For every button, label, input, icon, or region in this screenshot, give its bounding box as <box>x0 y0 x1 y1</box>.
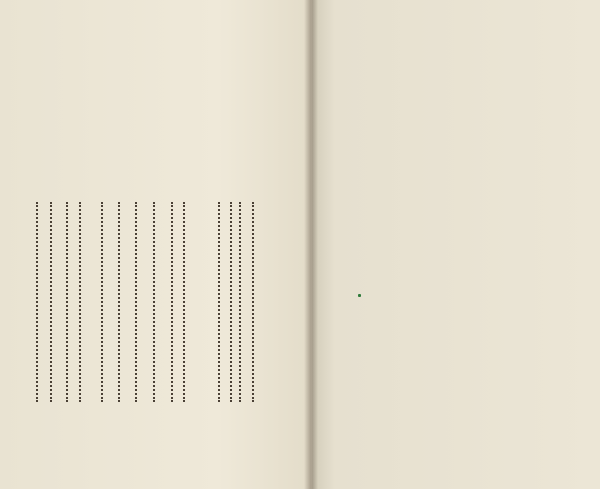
toc-entry <box>60 72 74 432</box>
toc-entry <box>95 72 109 432</box>
toc-entry <box>246 72 260 432</box>
dot-leader <box>183 202 187 402</box>
book-spine <box>304 0 318 489</box>
dot-leader <box>230 202 234 402</box>
dot-leader <box>153 202 157 402</box>
dot-leader <box>218 202 222 402</box>
dot-leader <box>50 202 54 402</box>
toc-entry <box>224 72 238 432</box>
ink-mark <box>358 294 361 297</box>
dot-leader <box>135 202 139 402</box>
right-page <box>312 0 600 489</box>
dot-leader <box>171 202 175 402</box>
toc-entry <box>30 72 44 432</box>
toc-entry <box>129 72 143 432</box>
toc-entry <box>165 72 179 432</box>
dot-leader <box>239 202 243 402</box>
dot-leader <box>118 202 122 402</box>
toc-entry <box>112 72 126 432</box>
toc-entry <box>212 72 226 432</box>
dot-leader <box>36 202 40 402</box>
dot-leader <box>101 202 105 402</box>
toc-entry <box>44 72 58 432</box>
dot-leader <box>66 202 70 402</box>
toc-entry <box>147 72 161 432</box>
toc-entry <box>73 72 87 432</box>
toc-entry <box>177 72 191 432</box>
dot-leader <box>79 202 83 402</box>
dot-leader <box>252 202 256 402</box>
